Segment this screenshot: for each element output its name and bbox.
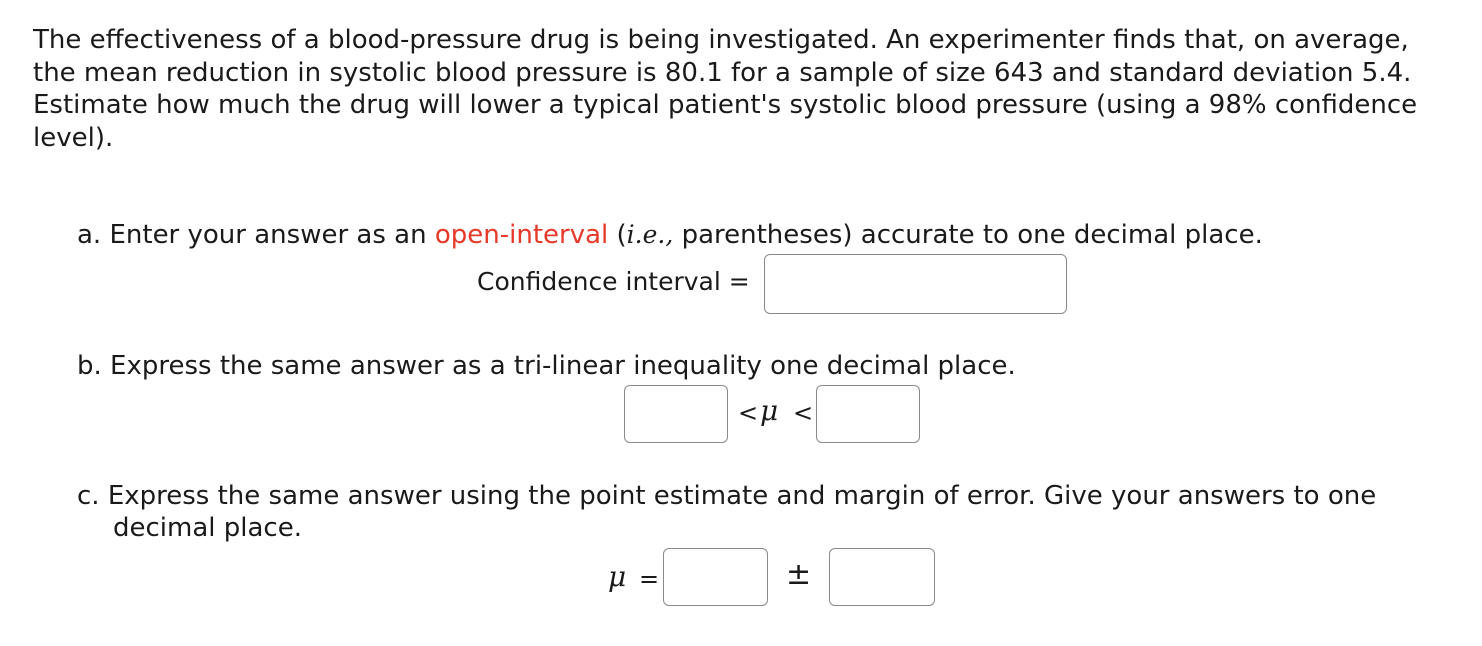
less-than-symbol-1: < <box>738 399 759 427</box>
part-a-prefix: a. Enter your answer as an <box>77 220 435 250</box>
problem-statement: The effectiveness of a blood-pressure drug is being investigated. An experimenter finds that, on average, the mean reduction in systolic blood pressure is 80.1 for a sample of size 643 and standard deviation 5.4. Estimate how much the drug will lower a typical patient's systolic blood pressure (using a 98% confidence level). <box>33 25 1418 153</box>
mu-symbol-b: μ <box>760 394 779 427</box>
open-interval-highlight: open-interval <box>434 220 609 250</box>
plus-minus-symbol: ± <box>786 557 812 592</box>
less-than-symbol-2: < <box>793 399 814 427</box>
part-c-instruction <box>77 480 1397 544</box>
ie-abbreviation: i.e., <box>626 220 674 249</box>
mu-symbol-c: μ <box>608 560 627 593</box>
part-c-text: c. Express the same answer using the point estimate and margin of error. Give your answers to one decimal place. <box>77 481 1377 543</box>
equals-symbol: = <box>639 565 660 593</box>
confidence-interval-label: Confidence interval = <box>477 267 750 296</box>
part-b-instruction: b. Express the same answer as a tri-linear inequality one decimal place. <box>77 351 1016 381</box>
margin-of-error-input[interactable] <box>829 548 935 606</box>
part-a-suffix: parentheses) accurate to one decimal place. <box>673 220 1263 250</box>
part-a-instruction <box>77 219 1263 251</box>
lower-bound-input[interactable] <box>624 385 728 443</box>
confidence-interval-input[interactable] <box>764 254 1067 314</box>
upper-bound-input[interactable] <box>816 385 920 443</box>
part-a-paren-open: ( <box>608 220 627 250</box>
point-estimate-input[interactable] <box>663 548 768 606</box>
